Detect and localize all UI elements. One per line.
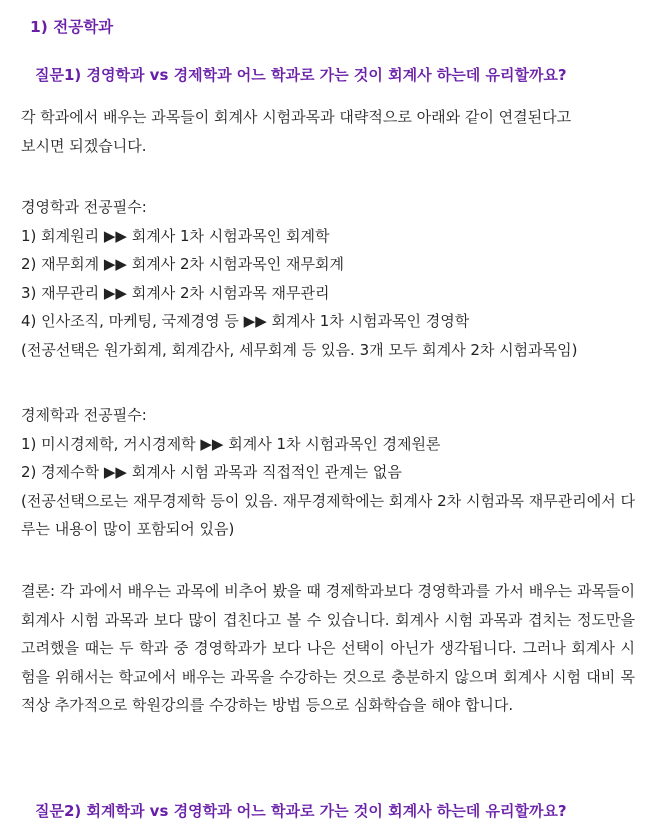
economics-major-block [21,401,635,544]
conclusion-paragraph: 결론: 각 과에서 배우는 과목에 비추어 봤을 때 경제학과보다 경영학과를 가서 배우는 과목들이 회계사 시험 과목과 보다 많이 겹친다고 볼 수 있습니다. 회계사 시험 과목과 겹치는 정도만을 고려했을 때는 두 학과 중 경영학과가 보다 나은 선택이 아닌가 생각됩니다. 그러나 회계사 시험을 위해서는 학교에서 배우는 과목을 수강하는 것으로 충분하지 않으며 회계사 시험 대비 목적상 추가적으로 학원강의를 수강하는 방법 등으로 심화학습을 해야 합니다. [21,582,635,715]
economics-major-heading: 경제학과 전공필수: [21,406,147,424]
section-title: 1) 전공학과 [30,18,114,36]
business-major-item: 1) 회계원리 ▶▶ 회계사 1차 시험과목인 회계학 [21,226,330,245]
business-major-note: (전공선택은 원가회계, 회계감사, 세무회계 등 있음. 3개 모두 회계사 2차 시험과목임) [21,340,578,359]
economics-major-note: (전공선택으로는 재무경제학 등이 있음. 재무경제학에는 회계사 2차 시험과목 재무관리에서 다루는 내용이 많이 포함되어 있음) [21,491,635,539]
intro-paragraph [21,103,635,160]
question-2-heading: 질문2) 회계학과 vs 경영학과 어느 학과로 가는 것이 회계사 하는데 유리할까요? [35,802,567,820]
economics-major-item: 1) 미시경제학, 거시경제학 ▶▶ 회계사 1차 시험과목인 경제원론 [21,434,441,453]
business-major-heading: 경영학과 전공필수: [21,198,147,216]
economics-major-item: 2) 경제수학 ▶▶ 회계사 시험 과목과 직접적인 관계는 없음 [21,463,402,482]
intro-line: 보시면 되겠습니다. [21,136,147,155]
business-major-item: 2) 재무회계 ▶▶ 회계사 2차 시험과목인 재무회계 [21,255,344,274]
business-major-block [21,193,635,365]
business-major-item: 4) 인사조직, 마케팅, 국제경영 등 ▶▶ 회계사 1차 시험과목인 경영학 [21,312,470,331]
intro-line: 각 학과에서 배우는 과목들이 회계사 시험과목과 대략적으로 아래와 같이 연결된다고 [21,108,572,126]
question-1-heading: 질문1) 경영학과 vs 경제학과 어느 학과로 가는 것이 회계사 하는데 유리할까요? [35,66,567,84]
business-major-item: 3) 재무관리 ▶▶ 회계사 2차 시험과목 재무관리 [21,283,330,302]
